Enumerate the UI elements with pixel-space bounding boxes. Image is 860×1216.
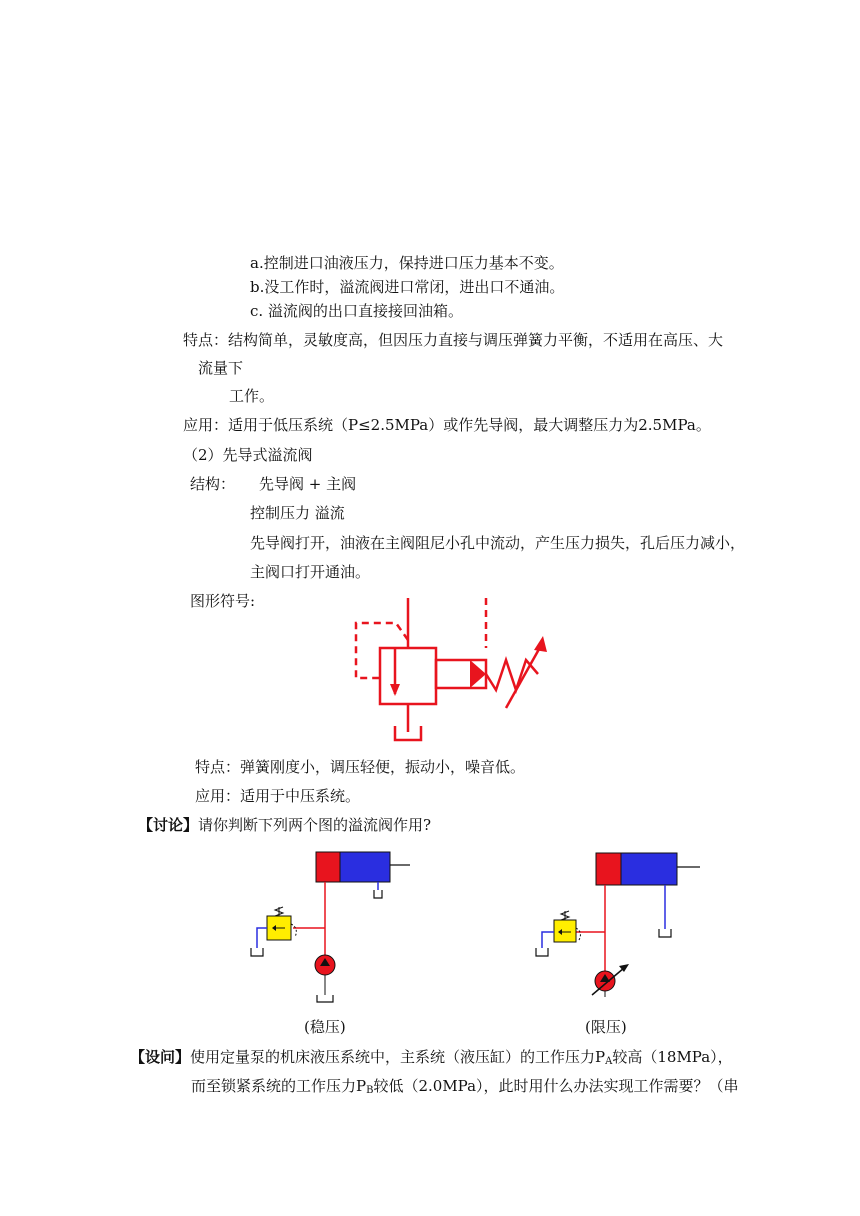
question-text-1b: 较高（18MPa）， [612,1048,733,1066]
discussion-text: 请你判断下列两个图的溢流阀作用? [198,816,432,834]
list-item-b: b.没工作时，溢流阀进口常闭，进出口不通油。 [250,278,565,296]
features-2: 特点：弹簧刚度小，调压轻便，振动小，噪音低。 [195,758,526,776]
list-item-a: a.控制进口油液压力，保持进口压力基本不变。 [250,254,564,272]
subscript-b: B [366,1085,374,1096]
symbol-label: 图形符号: [190,592,256,610]
question-text-1a: 使用定量泵的机床液压系统中，主系统（液压缸）的工作压力P [190,1048,606,1066]
discussion-tag: 【讨论】 [138,816,199,834]
description-line-1: 先导阀打开，油液在主阀阻尼小孔中流动，产生压力损失，孔后压力减小， [250,534,746,552]
control-line: 控制压力 溢流 [250,504,345,522]
features-line-1: 特点：结构简单，灵敏度高，但因压力直接与调压弹簧力平衡，不适用在高压、大 [183,331,724,349]
question-tag: 【设问】 [130,1048,191,1066]
circuit-diagram-right [525,845,715,1010]
question-text-2b: 较低（2.0MPa），此时用什么办法实现工作需要？（串 [373,1077,739,1095]
structure-value: 先导阀 + 主阀 [259,475,357,493]
features-line-2: 流量下 [198,359,244,377]
structure-label: 结构： [190,475,236,493]
description-line-2: 主阀口打开通油。 [250,563,371,581]
subscript-a: A [605,1056,613,1067]
circuit-diagram-left [245,845,420,1010]
relief-valve-symbol [340,590,560,760]
discussion [138,815,431,835]
list-item-c: c. 溢流阀的出口直接接回油箱。 [250,302,463,320]
question-text-2a: 而至锁紧系统的工作压力P [191,1077,367,1095]
caption-left: (稳压) [304,1018,346,1036]
caption-right: (限压) [585,1018,627,1036]
question-line-1 [130,1047,733,1072]
application-2: 应用：适用于中压系统。 [195,787,361,805]
question-line-2 [191,1076,739,1101]
section-heading: （2）先导式溢流阀 [183,446,313,464]
features-line-3: 工作。 [229,387,275,405]
application-line: 应用：适用于低压系统（P≤2.5MPa）或作先导阀，最大调整压力为2.5MPa。 [183,416,711,434]
